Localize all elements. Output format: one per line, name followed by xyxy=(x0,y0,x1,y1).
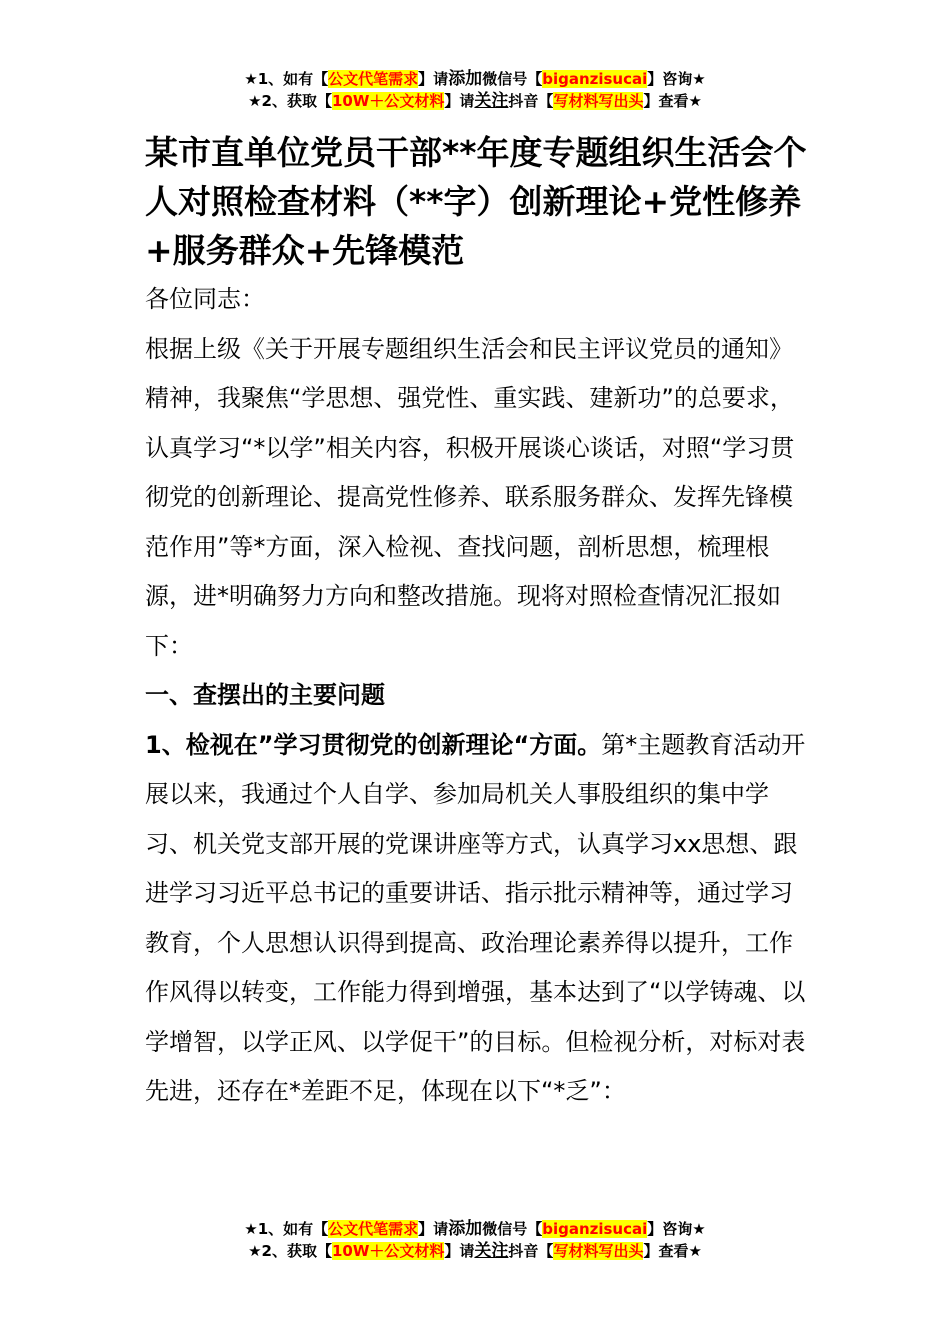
banner-text: ★2、获取【 xyxy=(248,92,332,110)
banner-text: 】咨询★ xyxy=(647,1220,706,1238)
banner-text: 】请 xyxy=(418,70,449,88)
banner-text: ★1、如有【 xyxy=(244,70,329,88)
banner-text: 】查看★ xyxy=(643,1242,702,1260)
banner-highlight: 写材料写出头 xyxy=(553,92,644,110)
banner-emphasis: 添加 xyxy=(448,69,483,89)
banner-text: 微信号【 xyxy=(482,70,543,88)
banner-text: 】咨询★ xyxy=(647,70,706,88)
banner-emphasis: 关注 xyxy=(474,1241,509,1261)
bottom-banner xyxy=(0,1218,950,1262)
banner-highlight: 公文代笔需求 xyxy=(328,70,419,88)
banner-text: ★1、如有【 xyxy=(244,1220,329,1238)
banner-text: 抖音【 xyxy=(508,92,554,110)
banner-text: 】请 xyxy=(444,92,475,110)
banner-text: 微信号【 xyxy=(482,1220,543,1238)
banner-highlight: 写材料写出头 xyxy=(553,1242,644,1260)
banner-line-2 xyxy=(0,90,950,112)
intro-paragraph: 根据上级《关于开展专题组织生活会和民主评议党员的通知》精神，我聚焦“学思想、强党性、重实践、建新功”的总要求，认真学习“*以学”相关内容，积极开展谈心谈话，对照“学习贯彻党的创新理论、提高党性修养、联系服务群众、发挥先锋模范作用”等*方面，深入检视、查找问题，剖析思想，梳理根源，进*明确努力方向和整改措施。现将对照检查情况汇报如下： xyxy=(145,334,795,660)
item-paragraph xyxy=(145,721,810,1117)
item-heading: 1、检视在”学习贯彻党的创新理论“方面。 xyxy=(145,730,602,759)
banner-text: 】查看★ xyxy=(643,92,702,110)
banner-text: 抖音【 xyxy=(508,1242,554,1260)
banner-highlight: 公文代笔需求 xyxy=(328,1220,419,1238)
document-body xyxy=(145,128,810,1117)
document-title: 某市直单位党员干部**年度专题组织生活会个人对照检查材料（**字）创新理论+党性修养+服务群众+先锋模范 xyxy=(145,133,807,270)
banner-text: 】请 xyxy=(418,1220,449,1238)
banner-highlight: 10W＋公文材料 xyxy=(331,92,445,110)
section-heading: 一、查摆出的主要问题 xyxy=(145,681,385,709)
greeting: 各位同志： xyxy=(145,285,265,313)
item-body: 第*主题教育活动开展以来，我通过个人自学、参加局机关人事股组织的集中学习、机关党支部开展的党课讲座等方式，认真学习xx思想、跟进学习习近平总书记的重要讲话、指示批示精神等，通过学习教育，个人思想认识得到提高、政治理论素养得以提升，工作作风得以转变，工作能力得到增强，基本达到了“以学铸魂、以学增智，以学正风、以学促干”的目标。但检视分析，对标对表先进，还存在*差距不足，体现在以下“*乏”： xyxy=(145,730,806,1105)
banner-line-2 xyxy=(0,1240,950,1262)
banner-text: 】请 xyxy=(444,1242,475,1260)
banner-highlight: 10W＋公文材料 xyxy=(331,1242,445,1260)
banner-highlight: biganzisucai xyxy=(542,1220,648,1238)
banner-emphasis: 关注 xyxy=(474,91,509,111)
banner-emphasis: 添加 xyxy=(448,1219,483,1239)
top-banner xyxy=(0,68,950,112)
banner-line-1 xyxy=(0,68,950,90)
banner-text: ★2、获取【 xyxy=(248,1242,332,1260)
banner-highlight: biganzisucai xyxy=(542,70,648,88)
banner-line-1 xyxy=(0,1218,950,1240)
